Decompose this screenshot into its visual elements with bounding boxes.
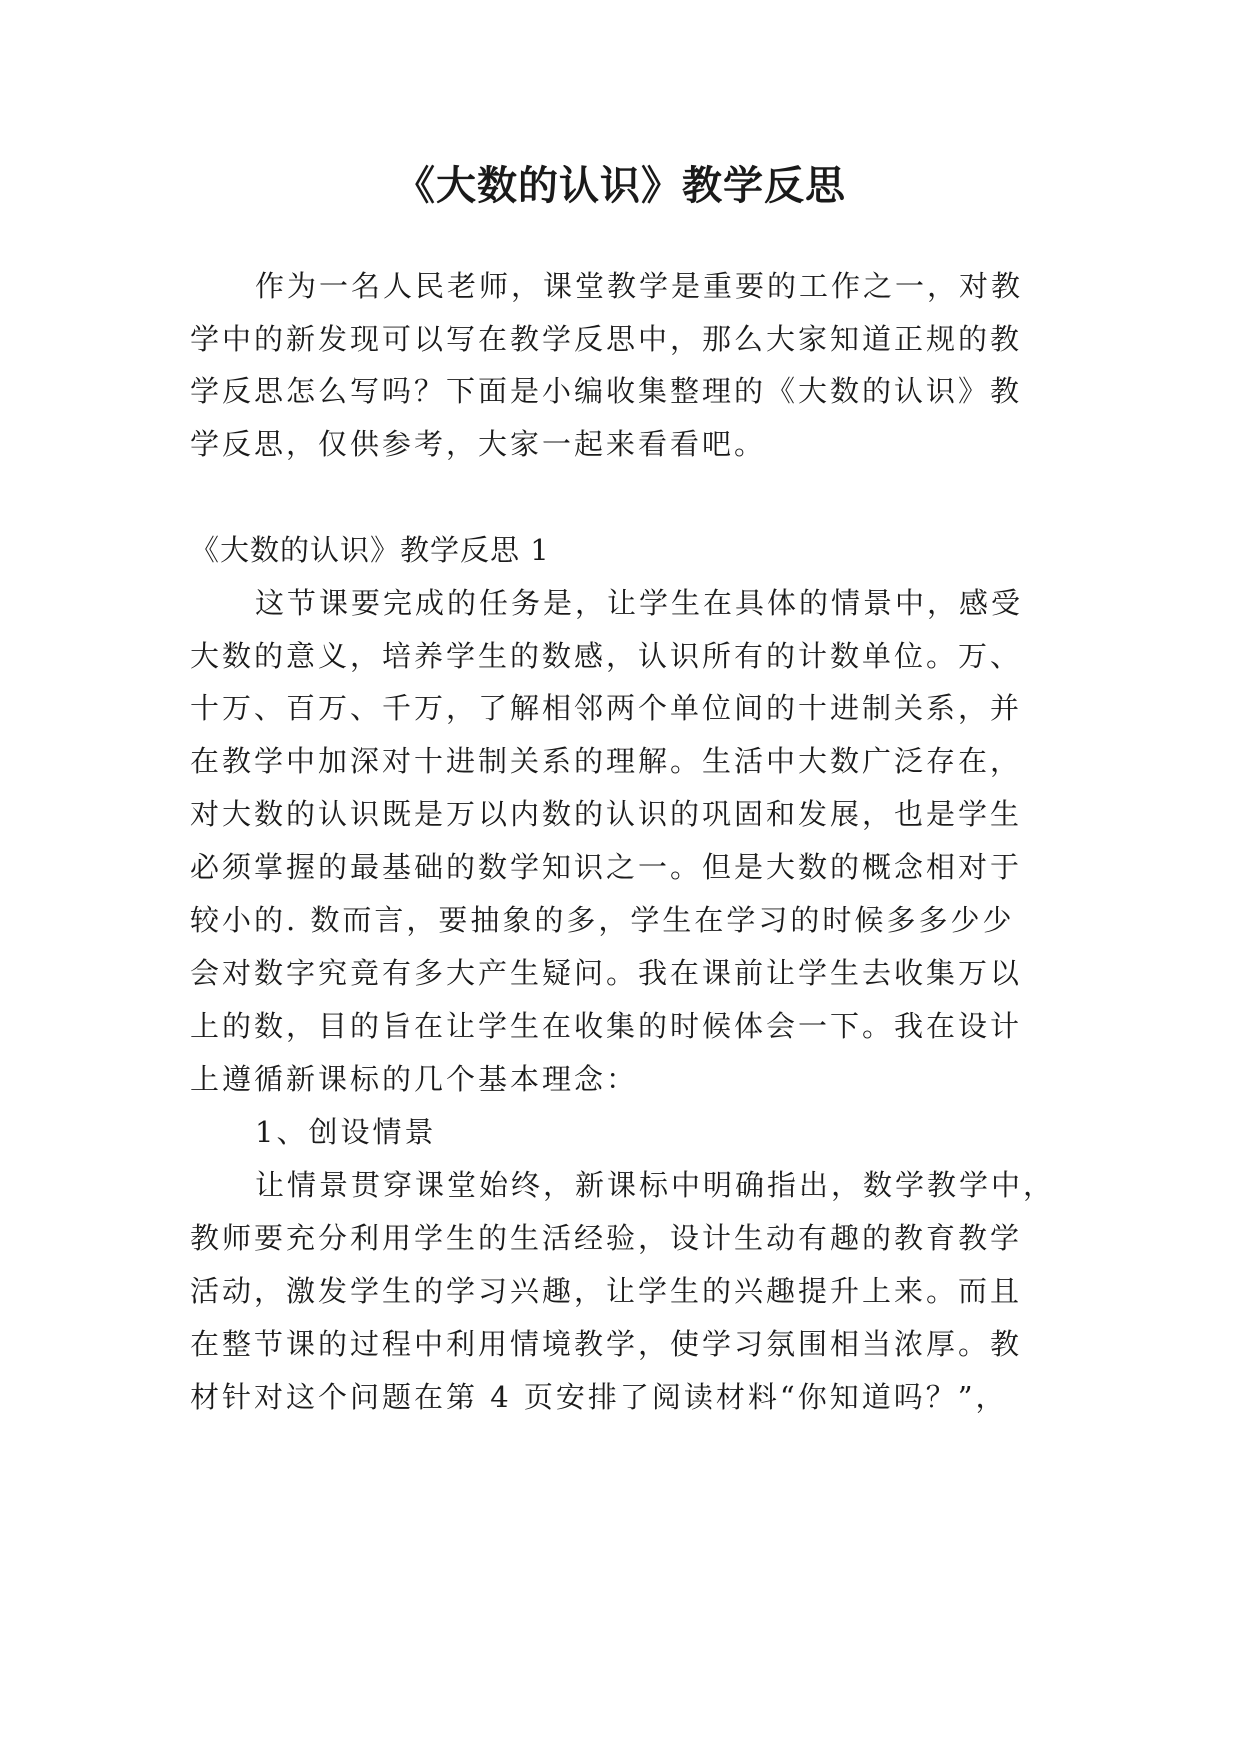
paragraph-line: 材针对这个问题在第 4 页安排了阅读材料“你知道吗？”， [190,1380,1008,1414]
paragraph-line: 上遵循新课标的几个基本理念： [190,1062,639,1096]
intro-line: 学反思，仅供参考，大家一起来看看吧。 [190,427,767,461]
intro-line: 学中的新发现可以写在教学反思中，那么大家知道正规的教 [190,322,1023,356]
paragraph-line: 上的数，目的旨在让学生在收集的时候体会一下。我在设计 [190,1009,1023,1043]
paragraph-line: 在整节课的过程中利用情境教学，使学习氛围相当浓厚。教 [190,1327,1023,1361]
paragraph-line: 在教学中加深对十进制关系的理解。生活中大数广泛存在， [190,744,1023,778]
document-title: 《大数的认识》教学反思 [395,163,846,209]
paragraph-line: 教师要充分利用学生的生活经验，设计生动有趣的教育教学 [190,1221,1023,1255]
point-title: 1、创设情景 [255,1115,437,1149]
paragraph-line: 让情景贯穿课堂始终，新课标中明确指出，数学教学中， [255,1168,1056,1202]
intro-line: 作为一名人民老师，课堂教学是重要的工作之一，对教 [255,269,1024,303]
paragraph-line: 较小的. 数而言，要抽象的多，学生在学习的时候多多少少 [190,903,1015,937]
paragraph-line: 必须掌握的最基础的数学知识之一。但是大数的概念相对于 [190,850,1023,884]
paragraph-line: 十万、百万、千万，了解相邻两个单位间的十进制关系，并 [190,691,1023,725]
intro-line: 学反思怎么写吗？下面是小编收集整理的《大数的认识》教 [190,374,1023,408]
paragraph-line: 这节课要完成的任务是，让学生在具体的情景中，感受 [255,586,1024,620]
section-heading: 《大数的认识》教学反思 1 [190,533,550,567]
paragraph-line: 活动，激发学生的学习兴趣，让学生的兴趣提升上来。而且 [190,1274,1023,1308]
paragraph-line: 对大数的认识既是万以内数的认识的巩固和发展，也是学生 [190,797,1023,831]
paragraph-line: 大数的意义，培养学生的数感，认识所有的计数单位。万、 [190,639,1023,673]
paragraph-line: 会对数字究竟有多大产生疑问。我在课前让学生去收集万以 [190,956,1023,990]
